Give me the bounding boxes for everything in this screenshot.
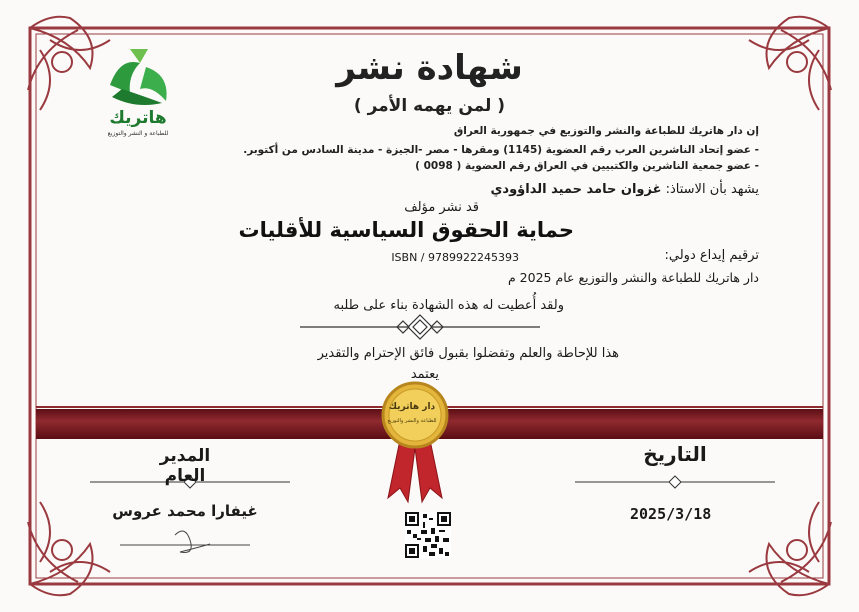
approved-line: يعتمد bbox=[410, 367, 439, 382]
author-name: غزوان حامد حميد الداؤودي bbox=[490, 182, 662, 197]
seal-line-2: للطباعة والنشر والتوزيع bbox=[387, 418, 437, 424]
published-line: قد نشر مؤلف bbox=[404, 200, 479, 215]
header-line-publisher: إن دار هاتريك للطباعة والنشر والتوزيع في جمهورية العراق bbox=[453, 125, 759, 137]
witness-prefix: يشهد بأن الاستاذ: bbox=[665, 182, 759, 197]
manager-label: المدير العام bbox=[159, 446, 211, 486]
witness-line bbox=[491, 182, 759, 197]
publisher-logo-name: هاتريك bbox=[109, 108, 167, 128]
date-label: التاريخ bbox=[643, 442, 707, 466]
signature-scribble bbox=[120, 531, 250, 553]
certificate-title: شهادة نشر bbox=[336, 48, 523, 88]
thanks-line: هذا للإحاطة والعلم وتفضلوا بقبول فائق الإحترام والتقدير bbox=[317, 346, 619, 361]
header-line-iraq-association: - عضو جمعية الناشرين والكتبيين في العراق رقم العضوية ( 0098 ) bbox=[415, 160, 759, 172]
seal-line-1: دار هاتريك bbox=[388, 402, 436, 412]
header-line-arab-union: - عضو إتحاد الناشرين العرب رقم العضوية (1145) ومقرها - مصر -الجيزة - مدينة السادس من أكتوبر. bbox=[243, 144, 759, 156]
divider-ornament bbox=[300, 315, 540, 339]
corner-ornament-bottom-left bbox=[28, 502, 110, 595]
publisher-logo-tagline: للطباعة و النشر والتوزيع bbox=[107, 130, 169, 137]
qr-code-icon[interactable] bbox=[405, 512, 451, 558]
date-divider bbox=[575, 476, 775, 488]
book-title: حماية الحقوق السياسية للأقليات bbox=[238, 218, 574, 242]
manager-name: غيفارا محمد عروس bbox=[112, 502, 258, 520]
gold-seal-icon bbox=[370, 380, 460, 505]
corner-ornament-bottom-right bbox=[749, 502, 831, 595]
publisher-line: دار هاتريك للطباعة والنشر والتوزيع عام 2025 م bbox=[507, 270, 759, 285]
certificate-subtitle: ( لمن يهمه الأمر ) bbox=[353, 96, 506, 116]
isbn-number: ISBN / 9789922245393 bbox=[391, 251, 519, 264]
granted-line: ولقد أُعطيت له هذه الشهادة بناء على طلبه bbox=[333, 298, 564, 313]
date-value: 2025/3/18 bbox=[630, 505, 712, 523]
deposit-label: ترقيم إيداع دولي: bbox=[664, 248, 759, 263]
